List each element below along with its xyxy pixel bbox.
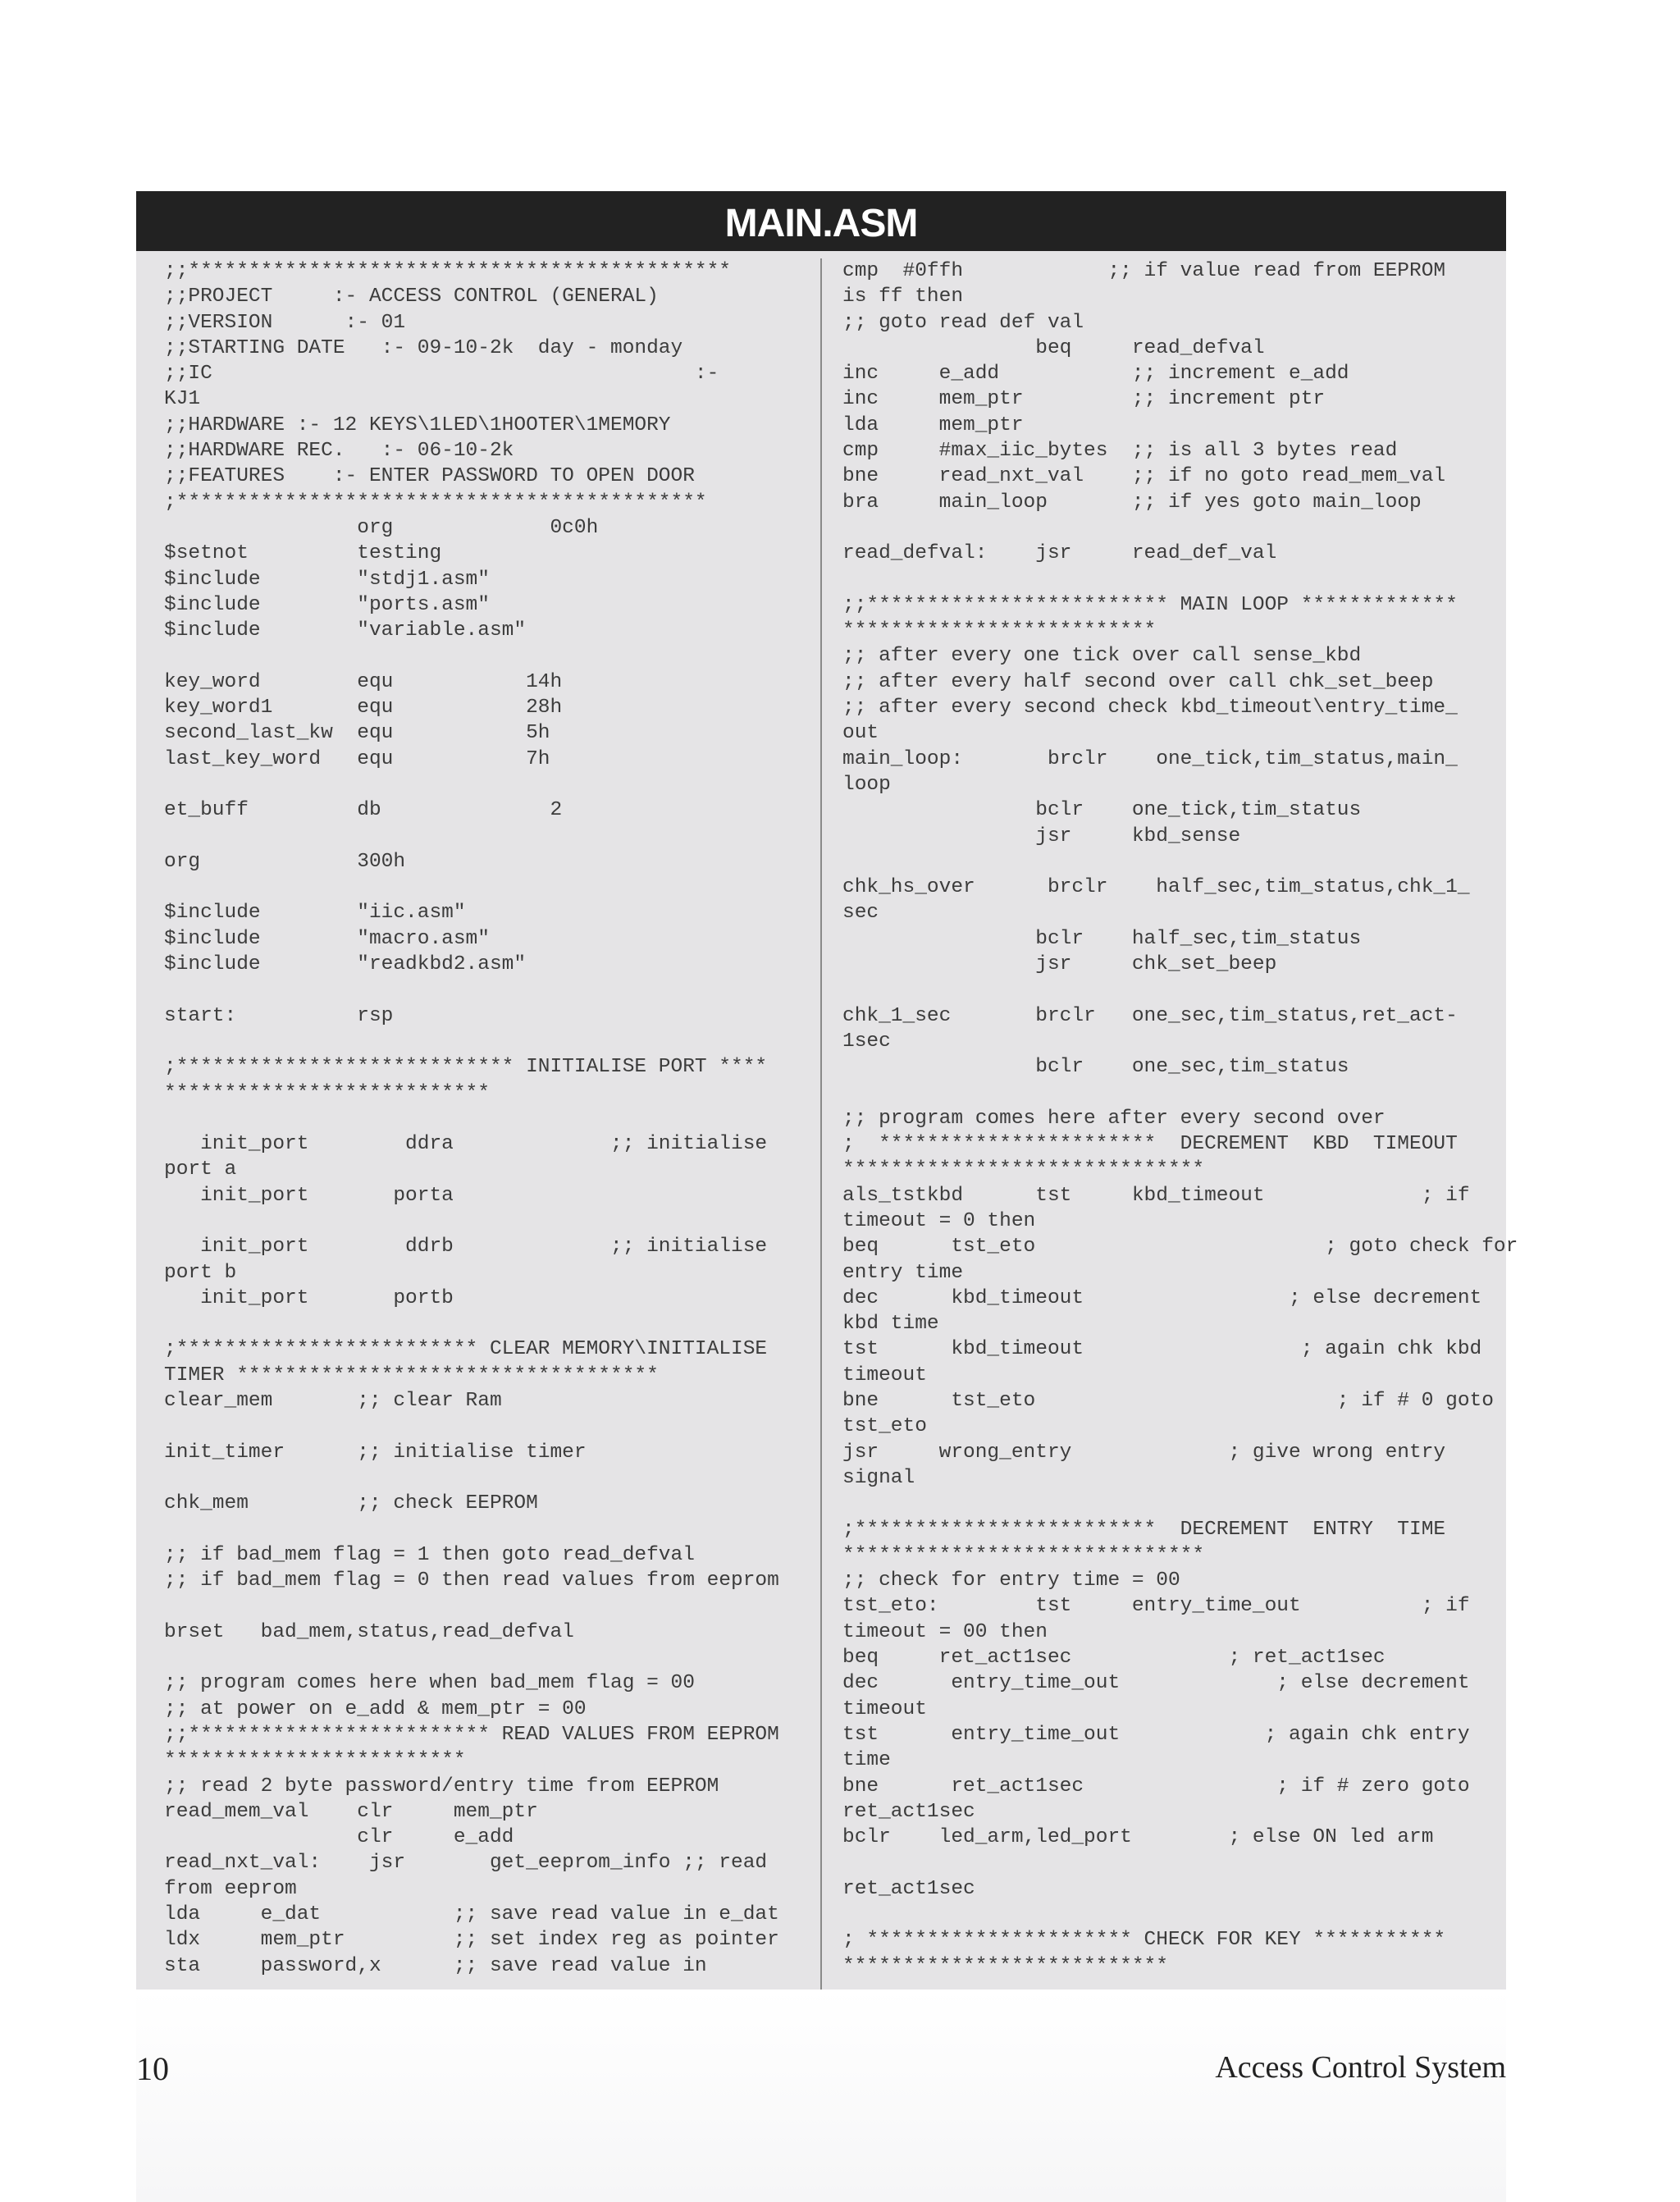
- code-line: ;;FEATURES :- ENTER PASSWORD TO OPEN DOOR: [164, 465, 695, 488]
- code-line: timeout = 00 then: [842, 1620, 1048, 1643]
- code-line: ***************************: [842, 1954, 1168, 1977]
- code-line: clear_mem ;; clear Ram: [164, 1390, 502, 1413]
- code-line: start: rsp: [164, 1004, 394, 1027]
- code-line: ;;VERSION :- 01: [164, 311, 406, 334]
- code-line: ;; after every one tick over call sense_kbd: [842, 645, 1362, 668]
- code-line: lda e_dat ;; save read value in e_dat: [164, 1903, 779, 1926]
- code-line: init_port ddra ;; initialise: [164, 1133, 768, 1156]
- code-line: $setnot testing: [164, 542, 442, 565]
- code-line: ;; read 2 byte password/entry time from EEPROM: [164, 1775, 719, 1798]
- code-line: chk_1_sec brclr one_sec,tim_status,ret_act-: [842, 1004, 1458, 1027]
- code-line: read_mem_val clr mem_ptr: [164, 1800, 538, 1823]
- code-line: sta password,x ;; save read value in: [164, 1954, 707, 1977]
- code-line: dec kbd_timeout ; else decrement: [842, 1286, 1482, 1309]
- code-line: ;;STARTING DATE :- 09-10-2k day - monday: [164, 336, 683, 359]
- code-line: *************************: [164, 1749, 466, 1772]
- code-column-left: [164, 258, 804, 1979]
- code-line: key_word1 equ 28h: [164, 697, 563, 720]
- code-column-right: [842, 258, 1518, 1979]
- column-divider: [820, 258, 822, 1990]
- code-line: inc e_add ;; increment e_add: [842, 363, 1349, 386]
- listing-title: MAIN.ASM: [136, 191, 1506, 251]
- code-line: [164, 1414, 804, 1439]
- code-line: [164, 1593, 804, 1619]
- code-line: kbd time: [842, 1313, 939, 1336]
- code-line: [842, 977, 1482, 1003]
- code-line: ;;************************* MAIN LOOP *************: [842, 593, 1458, 616]
- page-bottom-tint: [136, 1990, 1506, 2202]
- code-line: is ff then: [842, 286, 964, 308]
- code-line: [842, 567, 1482, 592]
- code-line: bclr led_arm,led_port ; else ON led arm: [842, 1826, 1434, 1849]
- code-line: entry time: [842, 1261, 964, 1284]
- code-line: ;; if bad_mem flag = 0 then read values from eeprom: [164, 1569, 779, 1592]
- code-line: bclr one_sec,tim_status: [842, 1056, 1349, 1079]
- code-line: $include "iic.asm": [164, 902, 466, 925]
- code-line: inc mem_ptr ;; increment ptr: [842, 388, 1326, 411]
- code-line: jsr wrong_entry ; give wrong entry: [842, 1441, 1446, 1464]
- code-line: ;; at power on e_add & mem_ptr = 00: [164, 1697, 587, 1720]
- code-line: org 300h: [164, 850, 406, 873]
- code-line: bne read_nxt_val ;; if no goto read_mem_val: [842, 465, 1446, 488]
- page-number: 10: [136, 2050, 169, 2087]
- code-line: [164, 977, 804, 1003]
- code-line: $include "readkbd2.asm": [164, 953, 527, 976]
- code-line: chk_mem ;; check EEPROM: [164, 1492, 538, 1515]
- code-line: second_last_kw equ 5h: [164, 722, 550, 745]
- code-line: sec: [842, 902, 879, 925]
- code-line: brset bad_mem,status,read_defval: [164, 1620, 574, 1643]
- code-line: port a: [164, 1158, 237, 1181]
- code-line: ;;*********************************************: [164, 260, 732, 282]
- code-line: [842, 849, 1482, 875]
- code-line: ;************************* DECREMENT ENTRY TIME: [842, 1518, 1446, 1541]
- code-line: ;;HARDWARE :- 12 KEYS\1LED\1HOOTER\1MEMORY: [164, 413, 671, 436]
- code-line: KJ1: [164, 388, 201, 411]
- code-line: ; *********************** DECREMENT KBD TIMEOUT: [842, 1133, 1458, 1156]
- code-line: tst kbd_timeout ; again chk kbd: [842, 1338, 1482, 1361]
- code-line: TIMER ***********************************: [164, 1364, 659, 1387]
- code-line: jsr chk_set_beep: [842, 953, 1277, 976]
- code-line: ;; if bad_mem flag = 1 then goto read_defval: [164, 1543, 695, 1566]
- code-line: time: [842, 1749, 891, 1772]
- code-line: jsr kbd_sense: [842, 825, 1241, 847]
- code-line: init_port porta: [164, 1184, 454, 1207]
- code-line: main_loop: brclr one_tick,tim_status,main_: [842, 747, 1458, 770]
- code-line: signal: [842, 1466, 915, 1489]
- code-line: **************************: [842, 619, 1157, 642]
- code-line: [842, 1080, 1482, 1106]
- code-line: [164, 1465, 804, 1491]
- code-line: als_tstkbd tst kbd_timeout ; if: [842, 1184, 1470, 1207]
- code-line: ;;IC :-: [164, 363, 719, 386]
- code-line: ***************************: [164, 1081, 490, 1104]
- code-line: ldx mem_ptr ;; set index reg as pointer: [164, 1929, 779, 1952]
- code-line: ******************************: [842, 1543, 1205, 1566]
- code-line: [842, 1850, 1482, 1875]
- code-line: ret_act1sec: [842, 1877, 975, 1900]
- code-line: tst_eto: tst entry_time_out ; if: [842, 1595, 1470, 1618]
- code-line: loop: [842, 773, 891, 796]
- code-line: [842, 515, 1482, 541]
- code-line: [164, 1517, 804, 1542]
- code-line: [164, 643, 804, 669]
- code-line: clr e_add: [164, 1826, 514, 1849]
- code-line: [842, 1491, 1482, 1516]
- code-line: [164, 1645, 804, 1670]
- code-line: ******************************: [842, 1158, 1205, 1181]
- code-line: $include "stdj1.asm": [164, 568, 490, 591]
- code-line: org 0c0h: [164, 516, 599, 539]
- code-line: 1sec: [842, 1030, 891, 1053]
- code-line: ;; goto read def val: [842, 311, 1084, 334]
- code-line: [164, 1208, 804, 1234]
- code-line: beq ret_act1sec ; ret_act1sec: [842, 1647, 1386, 1670]
- code-line: tst entry_time_out ; again chk entry: [842, 1723, 1470, 1746]
- code-line: [842, 1902, 1482, 1927]
- code-line: [164, 1029, 804, 1054]
- code-line: beq tst_eto ; goto check for: [842, 1236, 1518, 1259]
- code-line: ;********************************************: [164, 491, 707, 514]
- code-line: bclr one_tick,tim_status: [842, 799, 1362, 822]
- code-line: [164, 1106, 804, 1131]
- code-line: ;; check for entry time = 00: [842, 1569, 1180, 1592]
- code-line: from eeprom: [164, 1877, 297, 1900]
- code-line: timeout: [842, 1364, 927, 1387]
- code-line: lda mem_ptr: [842, 413, 1024, 436]
- code-line: init_port ddrb ;; initialise: [164, 1236, 768, 1259]
- code-line: last_key_word equ 7h: [164, 747, 550, 770]
- code-line: ;;HARDWARE REC. :- 06-10-2k: [164, 440, 514, 463]
- code-line: out: [842, 722, 879, 745]
- code-line: read_defval: jsr read_def_val: [842, 542, 1277, 565]
- code-line: et_buff db 2: [164, 799, 563, 822]
- code-line: ret_act1sec: [842, 1800, 975, 1823]
- code-line: [164, 824, 804, 849]
- code-line: ;; program comes here after every second over: [842, 1107, 1386, 1130]
- code-line: init_timer ;; initialise timer: [164, 1441, 587, 1464]
- code-line: init_port portb: [164, 1286, 454, 1309]
- code-line: dec entry_time_out ; else decrement: [842, 1672, 1470, 1695]
- code-line: port b: [164, 1261, 237, 1284]
- code-line: ;**************************** INITIALISE PORT ****: [164, 1056, 768, 1079]
- code-line: ;; after every second check kbd_timeout\entry_time_: [842, 697, 1458, 720]
- code-listing-panel: [136, 191, 1518, 1990]
- code-line: [164, 1311, 804, 1336]
- code-line: [164, 875, 804, 900]
- code-line: bclr half_sec,tim_status: [842, 927, 1362, 950]
- code-line: bne tst_eto ; if # 0 goto: [842, 1390, 1494, 1413]
- code-line: ;; program comes here when bad_mem flag = 00: [164, 1672, 695, 1695]
- code-line: timeout: [842, 1697, 927, 1720]
- code-line: ;************************* CLEAR MEMORY\INITIALISE: [164, 1338, 768, 1361]
- code-line: $include "variable.asm": [164, 619, 527, 642]
- code-line: $include "ports.asm": [164, 593, 490, 616]
- code-line: chk_hs_over brclr half_sec,tim_status,chk_1_: [842, 876, 1470, 899]
- code-line: $include "macro.asm": [164, 927, 490, 950]
- code-line: cmp #0ffh ;; if value read from EEPROM: [842, 260, 1446, 282]
- code-line: [164, 772, 804, 797]
- code-line: ;;PROJECT :- ACCESS CONTROL (GENERAL): [164, 286, 659, 308]
- code-line: timeout = 0 then: [842, 1209, 1036, 1232]
- book-title: Access Control System: [1215, 2050, 1506, 2085]
- code-line: key_word equ 14h: [164, 670, 563, 693]
- code-line: bne ret_act1sec ; if # zero goto: [842, 1775, 1470, 1798]
- code-line: tst_eto: [842, 1415, 927, 1438]
- code-line: cmp #max_iic_bytes ;; is all 3 bytes read: [842, 440, 1398, 463]
- code-line: ;; after every half second over call chk_set_beep: [842, 670, 1434, 693]
- code-line: read_nxt_val: jsr get_eeprom_info ;; read: [164, 1852, 768, 1875]
- code-line: beq read_defval: [842, 336, 1265, 359]
- code-line: bra main_loop ;; if yes goto main_loop: [842, 491, 1422, 514]
- code-line: ; ********************** CHECK FOR KEY ***********: [842, 1929, 1446, 1952]
- code-line: ;;************************* READ VALUES FROM EEPROM: [164, 1723, 779, 1746]
